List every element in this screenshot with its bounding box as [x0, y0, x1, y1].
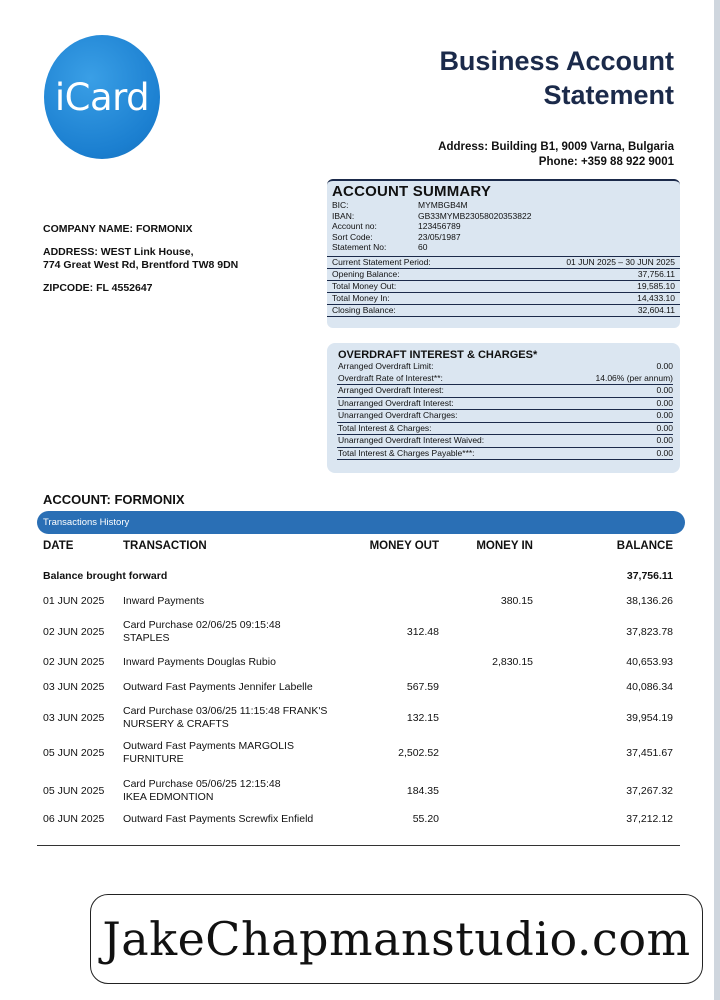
tx-line-1: Outward Fast Payments MARGOLIS: [123, 740, 294, 752]
overdraft-row-label: Arranged Overdraft Limit:: [338, 361, 434, 371]
title-line-1: Business Account: [439, 46, 674, 76]
tx-balance: 40,086.34: [626, 681, 673, 693]
summary-row: [327, 292, 680, 304]
overdraft-row-label: Total Interest & Charges:: [338, 422, 432, 433]
table-row: [0, 740, 720, 766]
account-summary-title: ACCOUNT SUMMARY: [332, 183, 492, 200]
tx-date: 01 JUN 2025: [43, 595, 105, 607]
watermark-banner: JakeChapmanstudio.com: [90, 894, 703, 984]
overdraft-row-label: Unarranged Overdraft Interest Waived:: [338, 435, 485, 445]
overdraft-row-value: 0.00: [656, 361, 673, 371]
overdraft-row-value: 0.00: [656, 397, 673, 408]
col-money-out: MONEY OUT: [369, 540, 439, 552]
company-name: COMPANY NAME: FORMONIX: [43, 223, 193, 235]
bank-contact: [438, 140, 674, 170]
overdraft-row-value: 0.00: [656, 435, 673, 445]
tx-line-1: Inward Payments: [123, 595, 205, 607]
summary-field-value: GB33MYMB23058020353822: [418, 210, 532, 221]
summary-field-label: Statement No:: [332, 242, 387, 252]
overdraft-row: [337, 384, 673, 397]
tx-line-1: Outward Fast Payments Screwfix Enfield: [123, 813, 314, 825]
tx-money-out: 184.35: [406, 785, 439, 797]
icard-logo: [44, 35, 160, 159]
col-balance: BALANCE: [616, 540, 673, 552]
tx-money-in: 380.15: [500, 595, 533, 607]
summary-field-label: Account no:: [332, 221, 377, 231]
overdraft-row: [337, 447, 673, 461]
tx-money-out: 312.48: [406, 626, 439, 638]
overdraft-title: OVERDRAFT INTEREST & CHARGES*: [338, 349, 538, 361]
transactions-history-bar: Transactions History: [37, 511, 685, 534]
summary-field-label: IBAN:: [332, 210, 355, 221]
overdraft-row-value: 0.00: [656, 422, 673, 433]
summary-row-label: Total Money Out:: [332, 280, 397, 291]
overdraft-row-value: 0.00: [656, 410, 673, 420]
overdraft-panel: [327, 343, 680, 473]
summary-row-label: Current Statement Period:: [332, 256, 431, 267]
table-row: [0, 813, 720, 826]
bank-phone: Phone: +359 88 922 9001: [538, 156, 674, 168]
brought-forward-label: Balance brought forward: [43, 570, 168, 582]
tx-description: [123, 681, 353, 694]
overdraft-row-value: 0.00: [656, 447, 673, 458]
tx-description: [123, 813, 353, 826]
summary-row-value: 14,433.10: [637, 292, 675, 303]
summary-field-value: 23/05/1987: [418, 231, 461, 242]
tx-balance: 37,212.12: [626, 813, 673, 825]
table-row: [0, 681, 720, 694]
col-date: DATE: [43, 540, 74, 552]
overdraft-row: [337, 361, 673, 373]
tx-line-1: Card Purchase 03/06/25 11:15:48 FRANK'S: [123, 705, 328, 717]
tx-money-out: 132.15: [406, 712, 439, 724]
overdraft-row-label: Arranged Overdraft Interest:: [338, 385, 444, 395]
overdraft-row-label: Overdraft Rate of Interest**:: [338, 372, 443, 383]
tx-balance: 37,823.78: [626, 626, 673, 638]
overdraft-row: [337, 434, 673, 447]
company-address-line-1: ADDRESS: WEST Link House,: [43, 246, 194, 258]
tx-description: [123, 656, 353, 669]
col-transaction: TRANSACTION: [123, 540, 207, 552]
overdraft-row: [337, 397, 673, 410]
tx-line-2: FURNITURE: [123, 752, 184, 765]
table-row: [0, 619, 720, 645]
tx-date: 06 JUN 2025: [43, 813, 105, 825]
tx-description: [123, 619, 353, 644]
summary-row: [327, 256, 680, 268]
overdraft-row-label: Total Interest & Charges Payable***:: [338, 447, 475, 458]
company-address-line-2: 774 Great West Rd, Brentford TW8 9DN: [43, 259, 239, 271]
summary-row-label: Total Money In:: [332, 292, 390, 303]
summary-row-value: 01 JUN 2025 – 30 JUN 2025: [566, 256, 675, 267]
statement-title: [439, 44, 674, 112]
tx-description: [123, 595, 353, 608]
tx-description: [123, 740, 353, 765]
tx-date: 02 JUN 2025: [43, 626, 105, 638]
table-row: [0, 705, 720, 731]
account-summary-fields: [327, 200, 680, 253]
tx-date: 03 JUN 2025: [43, 712, 105, 724]
summary-row-value: 37,756.11: [637, 268, 675, 279]
overdraft-row-value: 14.06% (per annum): [595, 372, 673, 383]
overdraft-row: [337, 409, 673, 422]
overdraft-row-label: Unarranged Overdraft Interest:: [338, 397, 454, 408]
tx-balance: 38,136.26: [626, 595, 673, 607]
overdraft-row-value: 0.00: [656, 385, 673, 395]
summary-row-label: Closing Balance:: [332, 304, 396, 315]
tx-balance: 40,653.93: [626, 656, 673, 668]
summary-row: [327, 304, 680, 317]
tx-balance: 37,451.67: [626, 747, 673, 759]
logo-text: iCard: [54, 75, 150, 119]
summary-row-label: Opening Balance:: [332, 268, 400, 279]
summary-row-value: 19,585.10: [637, 280, 675, 291]
table-row: [0, 595, 720, 608]
overdraft-row: [337, 373, 673, 385]
tx-date: 05 JUN 2025: [43, 785, 105, 797]
summary-row: [327, 280, 680, 292]
table-bottom-rule: [37, 845, 680, 846]
tx-balance: 39,954.19: [626, 712, 673, 724]
tx-line-1: Card Purchase 02/06/25 09:15:48: [123, 619, 281, 631]
tx-description: [123, 705, 353, 730]
tx-line-2: IKEA EDMONTION: [123, 790, 214, 803]
col-money-in: MONEY IN: [476, 540, 533, 552]
tx-date: 05 JUN 2025: [43, 747, 105, 759]
account-heading: ACCOUNT: FORMONIX: [43, 492, 185, 507]
tx-line-1: Card Purchase 05/06/25 12:15:48: [123, 778, 281, 790]
table-row: [0, 778, 720, 804]
title-line-2: Statement: [543, 80, 674, 110]
account-summary-panel: [327, 179, 680, 328]
tx-date: 02 JUN 2025: [43, 656, 105, 668]
tx-money-out: 2,502.52: [398, 747, 439, 759]
tx-date: 03 JUN 2025: [43, 681, 105, 693]
tx-money-out: 55.20: [412, 813, 439, 825]
brought-forward-balance: 37,756.11: [626, 570, 673, 582]
tx-line-1: Outward Fast Payments Jennifer Labelle: [123, 681, 313, 693]
summary-field-label: BIC:: [332, 200, 349, 210]
tx-money-out: 567.59: [406, 681, 439, 693]
summary-field-value: 123456789: [418, 221, 461, 231]
summary-row-value: 32,604.11: [637, 304, 675, 315]
bank-address: Address: Building B1, 9009 Varna, Bulgaria: [438, 141, 674, 153]
tx-line-2: STAPLES: [123, 631, 170, 644]
summary-field-value: 60: [418, 242, 428, 252]
tx-line-2: NURSERY & CRAFTS: [123, 717, 229, 730]
tx-description: [123, 778, 353, 803]
tx-line-1: Inward Payments Douglas Rubio: [123, 656, 276, 668]
company-zipcode: ZIPCODE: FL 4552647: [43, 282, 153, 294]
overdraft-row-label: Unarranged Overdraft Charges:: [338, 410, 458, 420]
transactions-table-header: [0, 540, 720, 558]
company-details: [43, 223, 238, 305]
account-summary-rows: [327, 256, 680, 317]
summary-field-value: MYMBGB4M: [418, 200, 468, 210]
table-row: [0, 656, 720, 669]
company-address: [43, 246, 238, 272]
summary-row: [327, 268, 680, 280]
page-edge-bar: [714, 0, 720, 1000]
overdraft-row: [337, 422, 673, 435]
tx-money-in: 2,830.15: [492, 656, 533, 668]
tx-balance: 37,267.32: [626, 785, 673, 797]
overdraft-rows: [327, 361, 680, 460]
summary-field-label: Sort Code:: [332, 231, 373, 242]
